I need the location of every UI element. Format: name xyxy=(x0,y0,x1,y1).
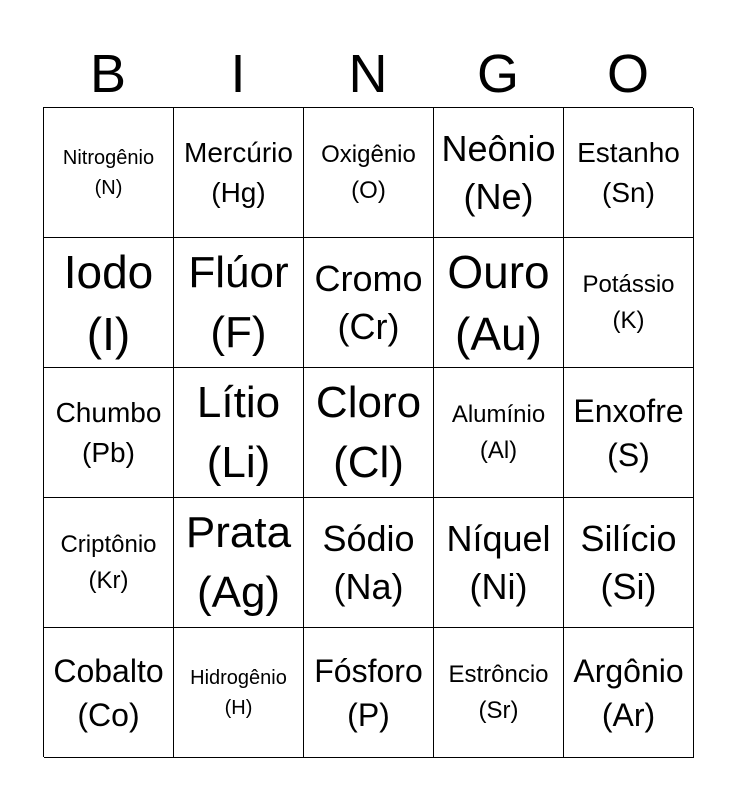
element-name: Flúor xyxy=(188,247,289,297)
element-name: Iodo xyxy=(63,245,154,298)
bingo-cell[interactable] xyxy=(44,238,174,368)
element-name: Sódio xyxy=(322,517,415,559)
bingo-cell[interactable] xyxy=(174,238,304,368)
bingo-cell[interactable] xyxy=(564,498,694,628)
element-name: Argônio xyxy=(573,652,684,689)
bingo-cell[interactable] xyxy=(174,108,304,238)
bingo-cell[interactable] xyxy=(44,368,174,498)
header-letter-b: B xyxy=(89,44,127,104)
element-name: Estrôncio xyxy=(448,660,549,688)
bingo-cell[interactable] xyxy=(564,238,694,368)
element-symbol: (H) xyxy=(224,696,253,719)
bingo-cell[interactable] xyxy=(174,628,304,758)
element-symbol: (O) xyxy=(351,176,386,204)
bingo-cell[interactable] xyxy=(304,628,434,758)
element-name: Silício xyxy=(580,517,677,559)
element-name: Lítio xyxy=(196,377,281,427)
element-name: Mercúrio xyxy=(184,136,293,168)
element-symbol: (I) xyxy=(86,307,131,360)
element-symbol: (Au) xyxy=(455,307,542,360)
element-symbol: (S) xyxy=(607,436,650,473)
element-name: Criptônio xyxy=(60,530,157,558)
element-symbol: (Kr) xyxy=(88,566,129,594)
element-symbol: (K) xyxy=(612,306,645,334)
element-name: Prata xyxy=(185,507,292,557)
bingo-cell[interactable] xyxy=(304,498,434,628)
element-symbol: (Sn) xyxy=(602,176,655,208)
bingo-cell[interactable] xyxy=(304,238,434,368)
element-name: Alumínio xyxy=(451,400,546,428)
element-symbol: (P) xyxy=(347,696,390,733)
header-letter-n: N xyxy=(348,44,388,104)
element-name: Nitrogênio xyxy=(62,146,155,169)
element-symbol: (Si) xyxy=(600,565,657,607)
element-symbol: (Ar) xyxy=(601,696,656,733)
bingo-cell[interactable] xyxy=(434,238,564,368)
bingo-cell[interactable] xyxy=(174,368,304,498)
element-symbol: (F) xyxy=(210,307,267,357)
element-symbol: (Li) xyxy=(206,437,271,487)
header-letter-o: O xyxy=(606,44,649,104)
element-name: Estanho xyxy=(577,136,680,168)
element-symbol: (Cl) xyxy=(333,437,404,487)
element-symbol: (Hg) xyxy=(211,176,266,208)
element-symbol: (Ne) xyxy=(463,175,534,217)
element-symbol: (Na) xyxy=(333,565,404,607)
bingo-grid xyxy=(43,107,693,757)
header-letter-i: I xyxy=(230,44,246,104)
element-symbol: (Sr) xyxy=(478,696,519,724)
element-name: Enxofre xyxy=(573,392,684,429)
element-name: Cromo xyxy=(314,257,423,299)
bingo-cell[interactable] xyxy=(564,108,694,238)
bingo-cell[interactable] xyxy=(434,498,564,628)
bingo-cell[interactable] xyxy=(304,368,434,498)
element-name: Cloro xyxy=(315,377,422,427)
element-name: Ouro xyxy=(447,245,550,298)
bingo-header xyxy=(43,40,693,108)
element-symbol: (Cr) xyxy=(337,305,400,347)
bingo-cell[interactable] xyxy=(564,628,694,758)
element-name: Cobalto xyxy=(53,652,164,689)
element-name: Hidrogênio xyxy=(190,666,287,689)
element-name: Potássio xyxy=(582,270,675,298)
bingo-cell[interactable] xyxy=(564,368,694,498)
bingo-cell[interactable] xyxy=(434,628,564,758)
element-name: Neônio xyxy=(441,127,556,169)
bingo-cell[interactable] xyxy=(304,108,434,238)
element-name: Chumbo xyxy=(55,396,162,428)
bingo-cell[interactable] xyxy=(174,498,304,628)
element-name: Fósforo xyxy=(314,652,423,689)
element-symbol: (Al) xyxy=(479,436,518,464)
element-symbol: (N) xyxy=(94,176,123,199)
element-name: Níquel xyxy=(446,517,551,559)
element-symbol: (Pb) xyxy=(82,436,135,468)
bingo-cell[interactable] xyxy=(44,108,174,238)
element-symbol: (Co) xyxy=(77,696,140,733)
header-letter-g: G xyxy=(476,44,519,104)
element-symbol: (Ag) xyxy=(196,567,281,617)
bingo-cell[interactable] xyxy=(44,498,174,628)
element-symbol: (Ni) xyxy=(469,565,528,607)
element-name: Oxigênio xyxy=(321,140,416,168)
bingo-cell[interactable] xyxy=(434,368,564,498)
bingo-cell[interactable] xyxy=(44,628,174,758)
bingo-cell[interactable] xyxy=(434,108,564,238)
